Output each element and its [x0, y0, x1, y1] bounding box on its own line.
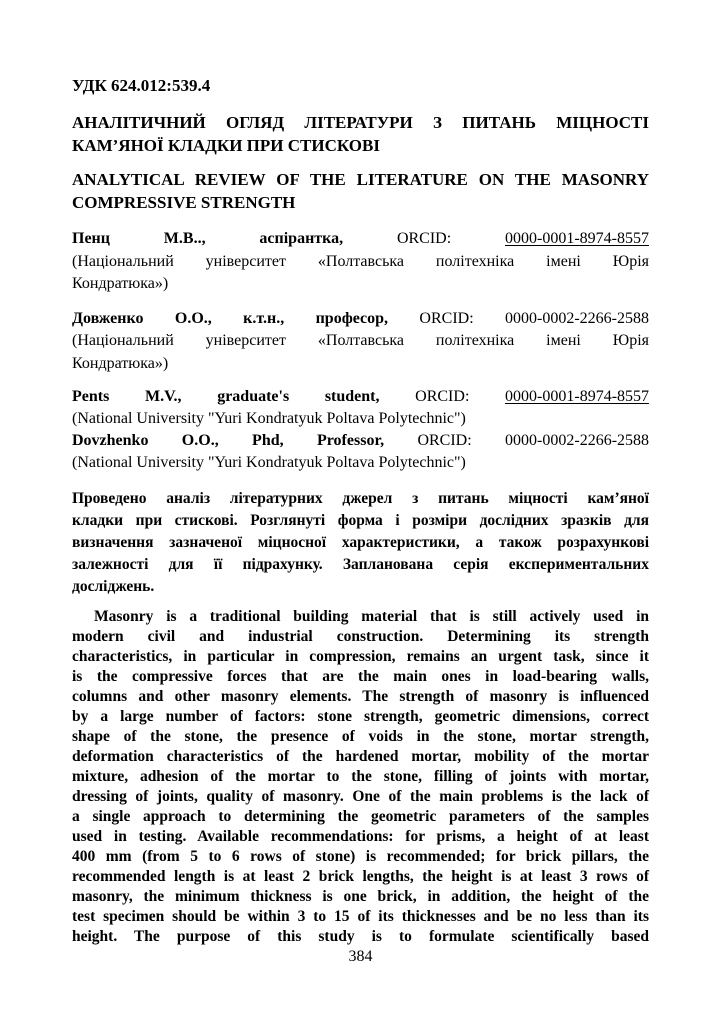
abstract-line: визначення зазначеної міцносної характеристики, а також розрахункові	[72, 534, 649, 551]
abstract-line: Проведено аналіз літературних джерел з питань міцності кам’яної	[72, 490, 649, 507]
body-line: 400 mm (from 5 to 6 rows of stone) is recommended; for brick pillars, the	[72, 848, 649, 865]
author-en-1-line	[72, 386, 649, 408]
body-paragraph	[72, 607, 649, 947]
author-en-1-name: Pents M.V., graduate's student,	[72, 388, 380, 405]
title-en-line-2: COMPRESSIVE STRENGTH	[72, 193, 296, 212]
body-line: columns and other masonry elements. The strength of masonry is influenced	[72, 688, 649, 705]
abstract-line: кладки при стискові. Розглянуті форма і розміри дослідних зразків для	[72, 512, 649, 529]
body-line: test specimen should be within 3 to 15 of its thicknesses and be no less than its	[72, 908, 649, 925]
author-en-1-affiliation: (National University "Yuri Kondratyuk Poltava Polytechnic")	[72, 410, 466, 427]
body-line: masonry, the minimum thickness is one brick, in addition, the height of the	[72, 888, 649, 905]
orcid-label: ORCID:	[419, 309, 474, 327]
title-ua-line-1: АНАЛІТИЧНИЙ ОГЛЯД ЛІТЕРАТУРИ З ПИТАНЬ МІЦНОСТІ	[72, 113, 649, 132]
author-ua-2-affiliation-line-1: (Національний університет «Полтавська політехніка імені Юрія	[72, 332, 649, 349]
author-block-ua-2	[72, 308, 649, 376]
body-line: used in testing. Available recommendations: for prisms, a height of at least	[72, 828, 649, 845]
body-line: is the compressive forces that are the main ones in load-bearing walls,	[72, 668, 649, 685]
udc-line: УДК 624.012:539.4	[72, 76, 211, 95]
author-ua-1-name: Пенц М.В.., аспірантка,	[72, 230, 344, 247]
orcid-label: ORCID:	[396, 230, 452, 247]
body-line: modern civil and industrial construction. Determining its strength	[72, 628, 649, 645]
title-ua-line-2: КАМ’ЯНОЇ КЛАДКИ ПРИ СТИСКОВІ	[72, 136, 380, 155]
title-ua	[72, 111, 649, 157]
body-line: dressing of joints, quality of masonry. One of the main problems is the lack of	[72, 788, 649, 805]
author-ua-1-orcid-link[interactable]: 0000-0001-8974-8557	[505, 230, 649, 247]
body-line: mixture, adhesion of the mortar to the stone, filling of joints with mortar,	[72, 768, 649, 785]
author-ua-2-line	[72, 308, 649, 331]
title-en	[72, 168, 649, 214]
author-block-ua-1	[72, 228, 649, 296]
author-en-2-affiliation: (National University "Yuri Kondratyuk Poltava Polytechnic")	[72, 454, 466, 471]
body-line: a single approach to determining the geometric parameters of the samples	[72, 808, 649, 825]
body-line: deformation characteristics of the hardened mortar, mobility of the mortar	[72, 748, 649, 765]
page-number: 384	[348, 948, 373, 965]
author-en-2-orcid: 0000-0002-2266-2588	[505, 432, 650, 449]
orcid-label: ORCID:	[415, 388, 470, 405]
body-line: Masonry is a traditional building material that is still actively used in	[94, 608, 649, 625]
author-ua-1-line	[72, 228, 649, 251]
body-line: recommended length is at least 2 brick lengths, the height is at least 3 rows of	[72, 868, 649, 885]
title-en-line-1: ANALYTICAL REVIEW OF THE LITERATURE ON THE MASONRY	[72, 170, 649, 189]
author-en-2-name: Dovzhenko O.O., Phd, Professor,	[72, 432, 385, 449]
author-en-1-orcid-link[interactable]: 0000-0001-8974-8557	[505, 388, 650, 405]
body-line: by a large number of factors: stone strength, geometric dimensions, correct	[72, 708, 649, 725]
abstract-line: досліджень.	[72, 578, 155, 595]
author-en-2-line	[72, 430, 649, 452]
author-ua-1-affiliation-line-1: (Національний університет «Полтавська політехніка імені Юрія	[72, 252, 649, 270]
author-ua-2-affiliation-line-2: Кондратюка»)	[72, 354, 169, 372]
author-block-en	[72, 386, 649, 474]
abstract-line: залежності для її підрахунку. Запланована серія експериментальних	[72, 556, 649, 573]
author-ua-2-name: Довженко О.О., к.т.н., професор,	[72, 309, 389, 327]
author-ua-2-orcid: 0000-0002-2266-2588	[505, 309, 649, 327]
orcid-label: ORCID:	[417, 432, 472, 449]
abstract-ua	[72, 488, 649, 598]
body-line: characteristics, in particular in compression, remains an urgent task, since it	[72, 648, 649, 665]
body-line: shape of the stone, the presence of voids in the stone, mortar strength,	[72, 728, 649, 745]
author-ua-1-affiliation-line-2: Кондратюка»)	[72, 275, 169, 292]
body-line: height. The purpose of this study is to formulate scientifically based	[72, 928, 649, 945]
